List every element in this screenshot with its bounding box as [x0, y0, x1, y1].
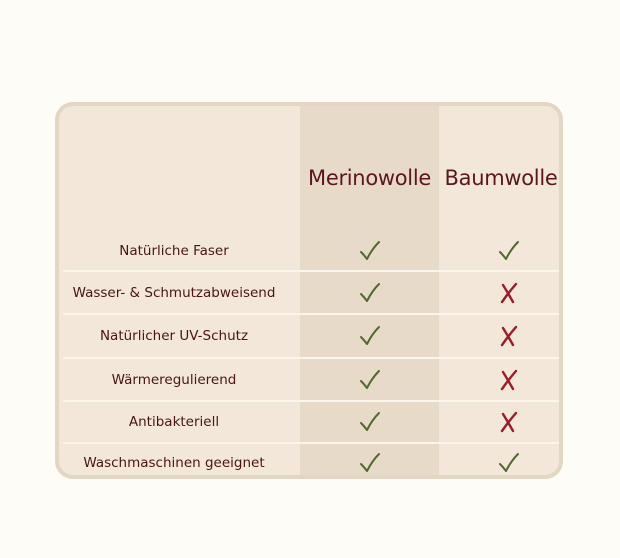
table-row [59, 230, 559, 272]
table-row [59, 442, 559, 479]
column-header-baumwolle: Baumwolle [444, 166, 558, 190]
cross-icon [497, 281, 521, 305]
column-header-merinowolle: Merinowolle [308, 166, 431, 190]
cross-icon [497, 368, 521, 392]
check-icon [358, 368, 382, 392]
row-label: Wasser- & Schmutzabweisend [72, 285, 276, 301]
check-icon [497, 451, 521, 475]
row-label: Waschmaschinen geeignet [83, 455, 265, 471]
cross-icon [497, 410, 521, 434]
row-label: Natürlicher UV-Schutz [99, 328, 249, 344]
check-icon [358, 410, 382, 434]
table-row [59, 315, 559, 357]
row-label: Wärmeregulierend [111, 372, 237, 388]
row-label: Natürliche Faser [119, 243, 229, 259]
check-icon [358, 239, 382, 263]
check-icon [358, 281, 382, 305]
check-icon [358, 451, 382, 475]
table-row [59, 359, 559, 401]
check-icon [497, 239, 521, 263]
row-label: Antibakteriell [128, 414, 220, 430]
table-row [59, 272, 559, 314]
check-icon [358, 324, 382, 348]
cross-icon [497, 324, 521, 348]
comparison-table [55, 102, 563, 479]
table-row [59, 401, 559, 443]
